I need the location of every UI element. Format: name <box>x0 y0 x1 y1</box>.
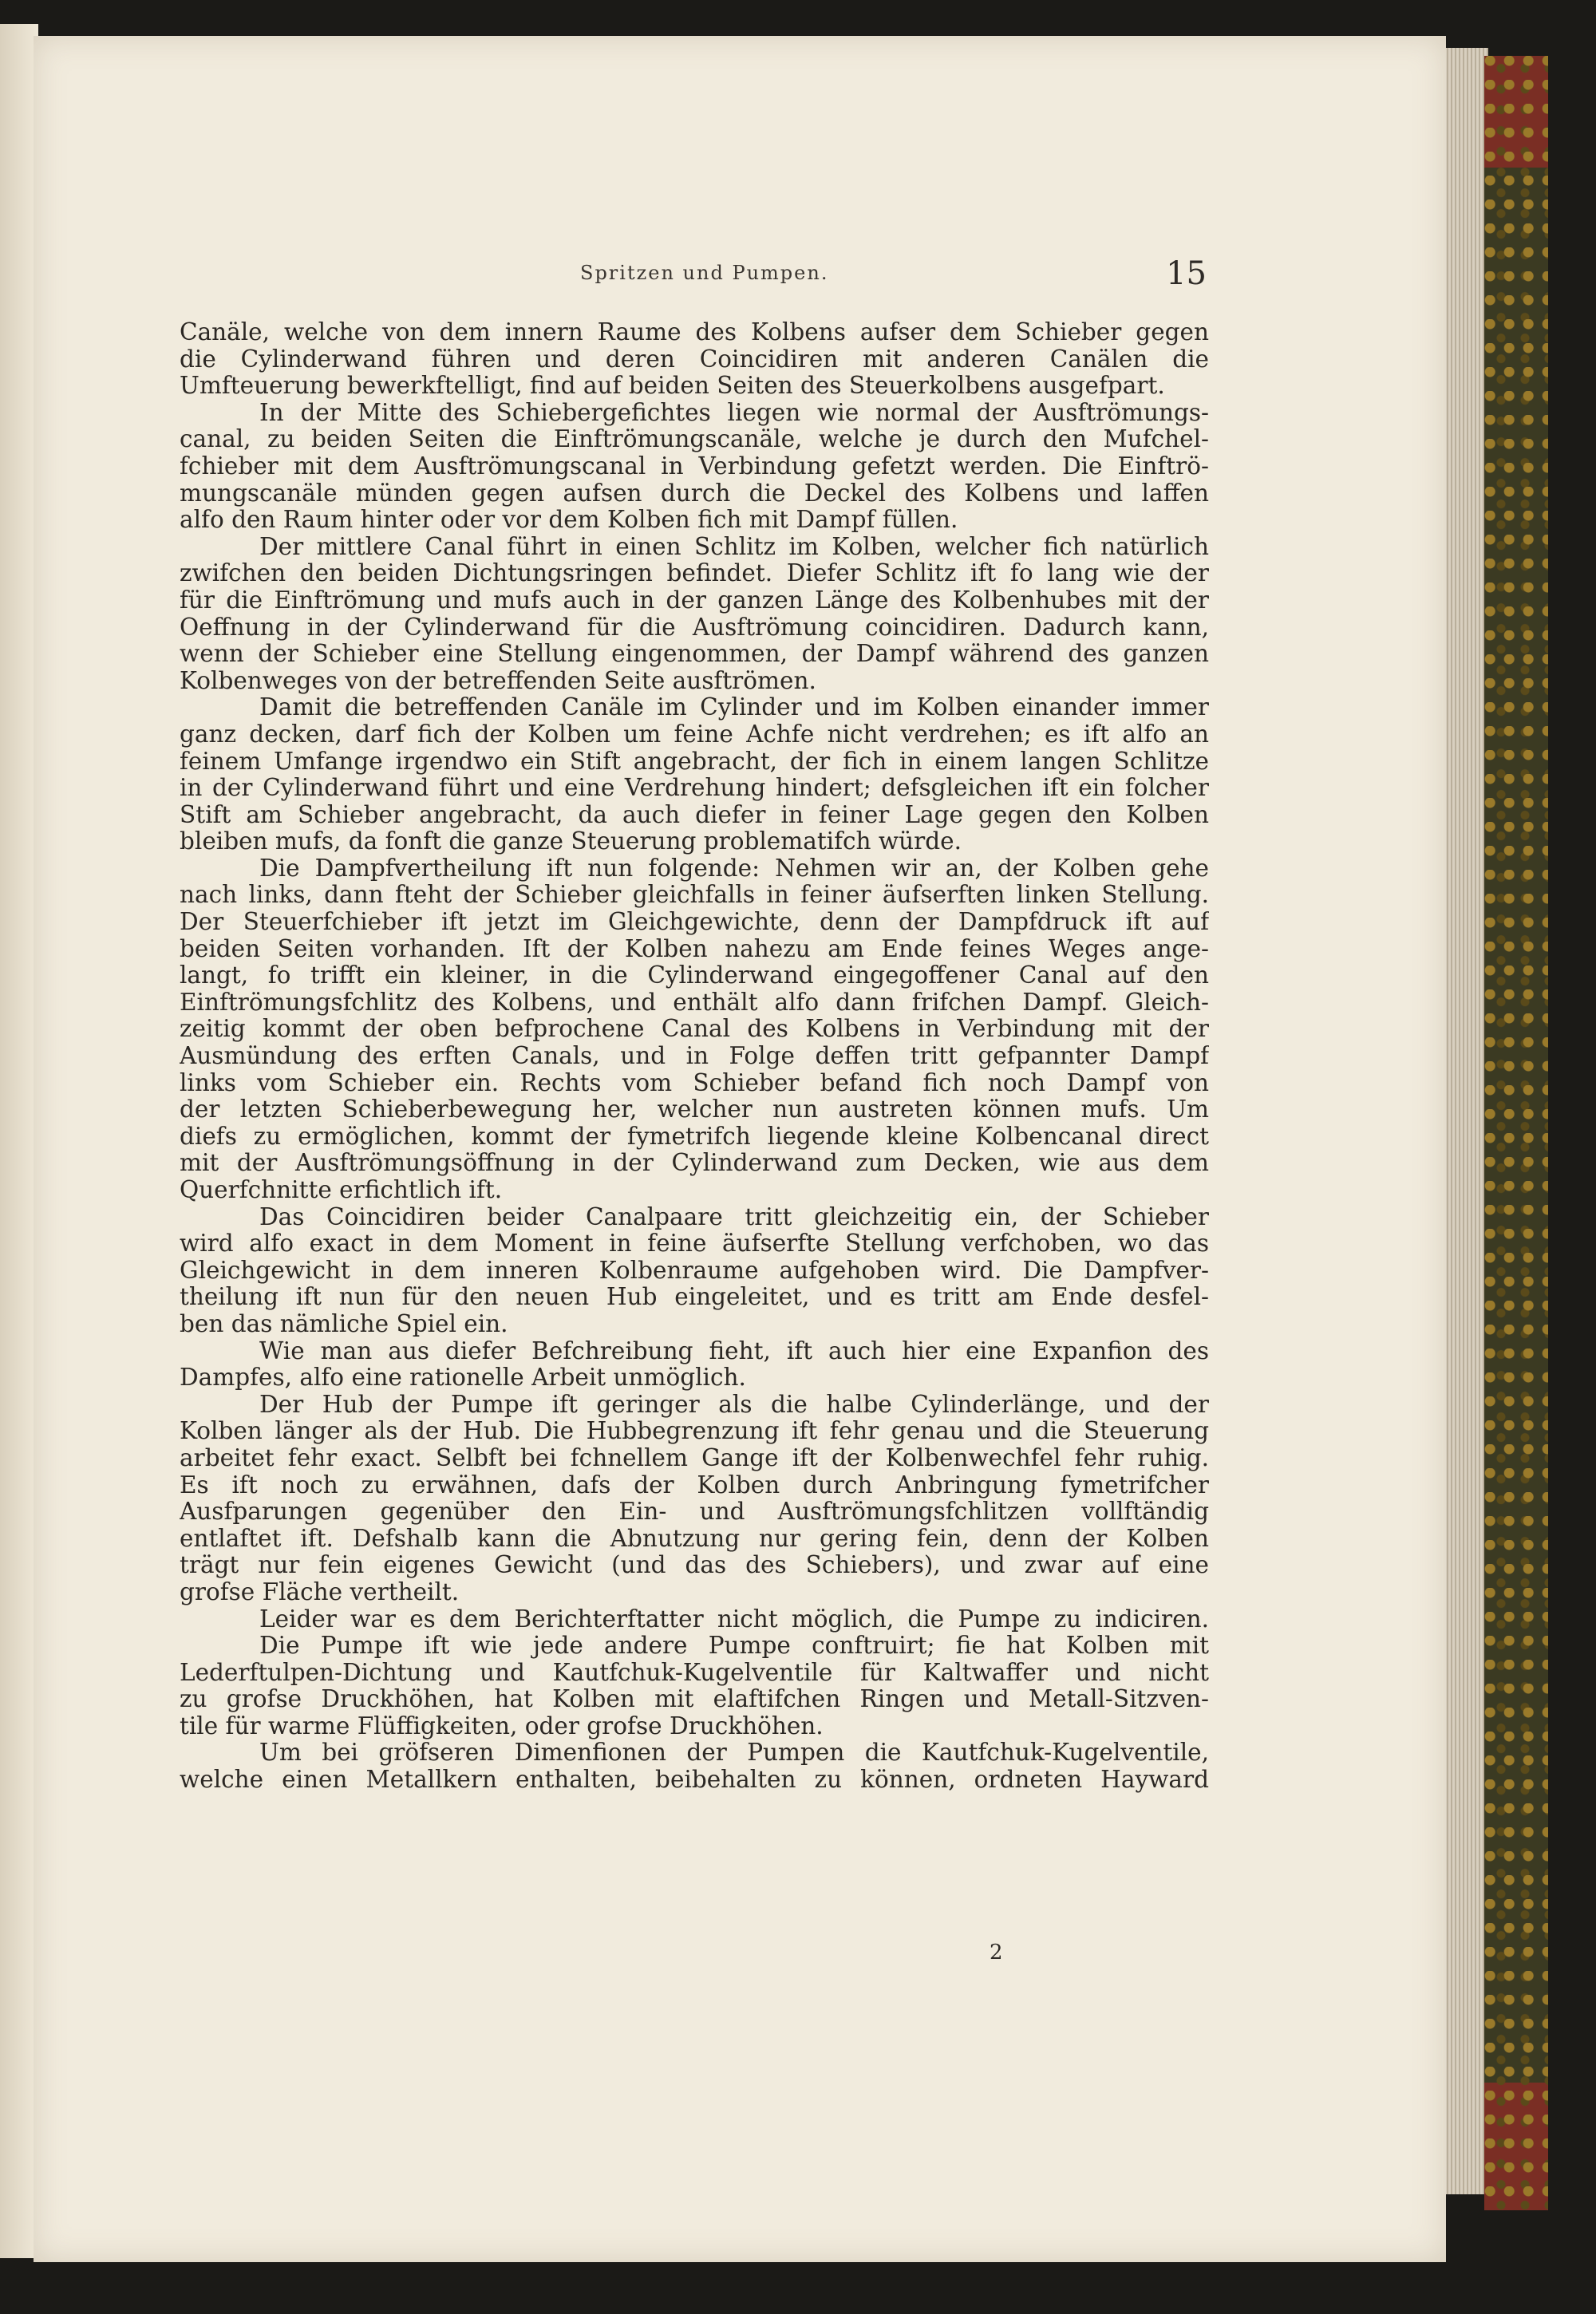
text-line: Ausmündung des erften Canals, und in Folge deffen tritt gefpannter Dampf <box>180 1043 1209 1070</box>
text-line: Leider war es dem Berichterftatter nicht möglich, die Pumpe zu indiciren. <box>259 1605 1209 1633</box>
text-line: arbeitet fehr exact. Selbft bei fchnellem Gange ift der Kolbenwechfel fehr ruhig. <box>180 1444 1209 1471</box>
text-line: Stift am Schieber angebracht, da auch diefer in feiner Lage gegen den Kolben <box>180 801 1209 828</box>
text-line: Kolbenweges von der betreffenden Seite ausftrömen. <box>180 667 816 694</box>
text-line: links vom Schieber ein. Rechts vom Schieber befand fich noch Dampf von <box>180 1069 1209 1096</box>
text-line: Dampfes, alfo eine rationelle Arbeit unmöglich. <box>180 1364 746 1392</box>
text-line: Einftrömungsfchlitz des Kolbens, und enthält alfo dann frifchen Dampf. Gleich- <box>180 989 1209 1016</box>
text-line: In der Mitte des Schiebergefichtes liegen wie normal der Ausftrömungs- <box>259 399 1209 426</box>
running-title: Spritzen und Pumpen. <box>580 262 829 284</box>
text-line: trägt nur fein eigenes Gewicht (und das des Schiebers), und zwar auf eine <box>180 1552 1209 1579</box>
text-line: ben das nämliche Spiel ein. <box>180 1310 508 1337</box>
text-line: Es ift noch zu erwähnen, dafs der Kolben durch Anbringung fymetrifcher <box>180 1471 1209 1499</box>
text-line: entlaftet ift. Defshalb kann die Abnutzung nur gering fein, denn der Kolben <box>180 1525 1209 1552</box>
text-line: Gleichgewicht in dem inneren Kolbenraume aufgehoben wird. Die Dampfver- <box>180 1257 1209 1284</box>
text-line: Lederftulpen-Dichtung und Kautfchuk-Kugelventile für Kaltwaffer und nicht <box>180 1659 1209 1686</box>
text-line: Ausfparungen gegenüber den Ein- und Ausftrömungsfchlitzen vollftändig <box>180 1499 1209 1526</box>
text-line: Die Dampfvertheilung ift nun folgende: Nehmen wir an, der Kolben gehe <box>259 855 1209 882</box>
text-line: Kolben länger als der Hub. Die Hubbegrenzung ift fehr genau und die Steuerung <box>180 1418 1209 1445</box>
text-line: tile für warme Flüffigkeiten, oder grofse Druckhöhen. <box>180 1712 824 1739</box>
marbled-cover <box>1484 56 1548 2210</box>
body-text <box>180 319 1209 1794</box>
text-line: in der Cylinderwand führt und eine Verdrehung hindert; defsgleichen ift ein folcher <box>180 775 1209 802</box>
facing-page-edge <box>0 24 38 2258</box>
text-line: die Cylinderwand führen und deren Coincidiren mit anderen Canälen die <box>180 346 1209 373</box>
text-line: bleiben mufs, da fonft die ganze Steuerung problematifch würde. <box>180 828 962 855</box>
text-line: alfo den Raum hinter oder vor dem Kolben fich mit Dampf füllen. <box>180 507 958 534</box>
text-line: theilung ift nun für den neuen Hub eingeleitet, und es tritt am Ende desfel- <box>180 1284 1209 1311</box>
text-line: Der Steuerfchieber ift jetzt im Gleichgewichte, denn der Dampfdruck ift auf <box>180 909 1209 936</box>
text-line: langt, fo trifft ein kleiner, in die Cylinderwand eingegoffener Canal auf den <box>180 962 1209 989</box>
text-line: grofse Fläche vertheilt. <box>180 1578 460 1605</box>
text-line: wenn der Schieber eine Stellung eingenommen, der Dampf während des ganzen <box>180 641 1209 668</box>
text-line: Um bei gröfseren Dimenfionen der Pumpen die Kautfchuk-Kugelventile, <box>259 1739 1209 1767</box>
text-line: für die Einftrömung und mufs auch in der ganzen Länge des Kolbenhubes mit der <box>180 586 1209 614</box>
text-line: mit der Ausftrömungsöffnung in der Cylinderwand zum Decken, wie aus dem <box>180 1150 1209 1177</box>
text-line: Querfchnitte erfichtlich ift. <box>180 1177 503 1203</box>
text-line: zu grofse Druckhöhen, hat Kolben mit elaftifchen Ringen und Metall-Sitzven- <box>180 1686 1209 1713</box>
text-line: ganz decken, darf fich der Kolben um feine Achfe nicht verdrehen; es ift alfo an <box>180 721 1209 748</box>
text-line: beiden Seiten vorhanden. Ift der Kolben nahezu am Ende feines Weges ange- <box>180 935 1209 962</box>
text-line: Der Hub der Pumpe ift geringer als die halbe Cylinderlänge, und der <box>259 1391 1209 1418</box>
page-header <box>181 255 1207 303</box>
text-line: der letzten Schieberbewegung her, welcher nun austreten können mufs. Um <box>180 1096 1209 1123</box>
text-line: Der mittlere Canal führt in einen Schlitz im Kolben, welcher fich natürlich <box>259 533 1209 560</box>
text-line: Umfteuerung bewerkftelligt, find auf beiden Seiten des Steuerkolbens ausgefpart. <box>180 373 1165 400</box>
text-line: Wie man aus diefer Befchreibung fieht, ift auch hier eine Expanfion des <box>259 1337 1209 1364</box>
text-line: zwifchen den beiden Dichtungsringen befindet. Diefer Schlitz ift fo lang wie der <box>180 560 1209 587</box>
text-line: Damit die betreffenden Canäle im Cylinder und im Kolben einander immer <box>259 694 1209 721</box>
text-line: zeitig kommt der oben befprochene Canal des Kolbens in Verbindung mit der <box>180 1016 1209 1043</box>
text-line: Die Pumpe ift wie jede andere Pumpe conftruirt; fie hat Kolben mit <box>259 1633 1209 1660</box>
text-line: nach links, dann fteht der Schieber gleichfalls in feiner äufserften linken Stellung. <box>180 882 1209 909</box>
text-line: feinem Umfange irgendwo ein Stift angebracht, der fich in einem langen Schlitze <box>180 748 1209 775</box>
text-line: diefs zu ermöglichen, kommt der fymetrifch liegende kleine Kolbencanal direct <box>180 1123 1209 1150</box>
text-line: Oeffnung in der Cylinderwand für die Ausftrömung coincidiren. Dadurch kann, <box>180 614 1209 641</box>
text-line: welche einen Metallkern enthalten, beibehalten zu können, ordneten Hayward <box>180 1767 1209 1794</box>
text-line: Canäle, welche von dem innern Raume des Kolbens aufser dem Schieber gegen <box>180 319 1209 346</box>
text-line: fchieber mit dem Ausftrömungscanal in Verbindung gefetzt werden. Die Einftrö- <box>180 452 1209 480</box>
text-line: wird alfo exact in dem Moment in feine äufserfte Stellung verfchoben, wo das <box>180 1230 1209 1258</box>
text-line: mungscanäle münden gegen aufsen durch die Deckel des Kolbens und laffen <box>180 480 1209 507</box>
text-line: Das Coincidiren beider Canalpaare tritt gleichzeitig ein, der Schieber <box>259 1203 1209 1230</box>
text-line: canal, zu beiden Seiten die Einftrömungscanäle, welche je durch den Mufchel- <box>180 426 1209 453</box>
page-number: 15 <box>1166 255 1207 292</box>
signature-mark: 2 <box>990 1941 1003 1965</box>
